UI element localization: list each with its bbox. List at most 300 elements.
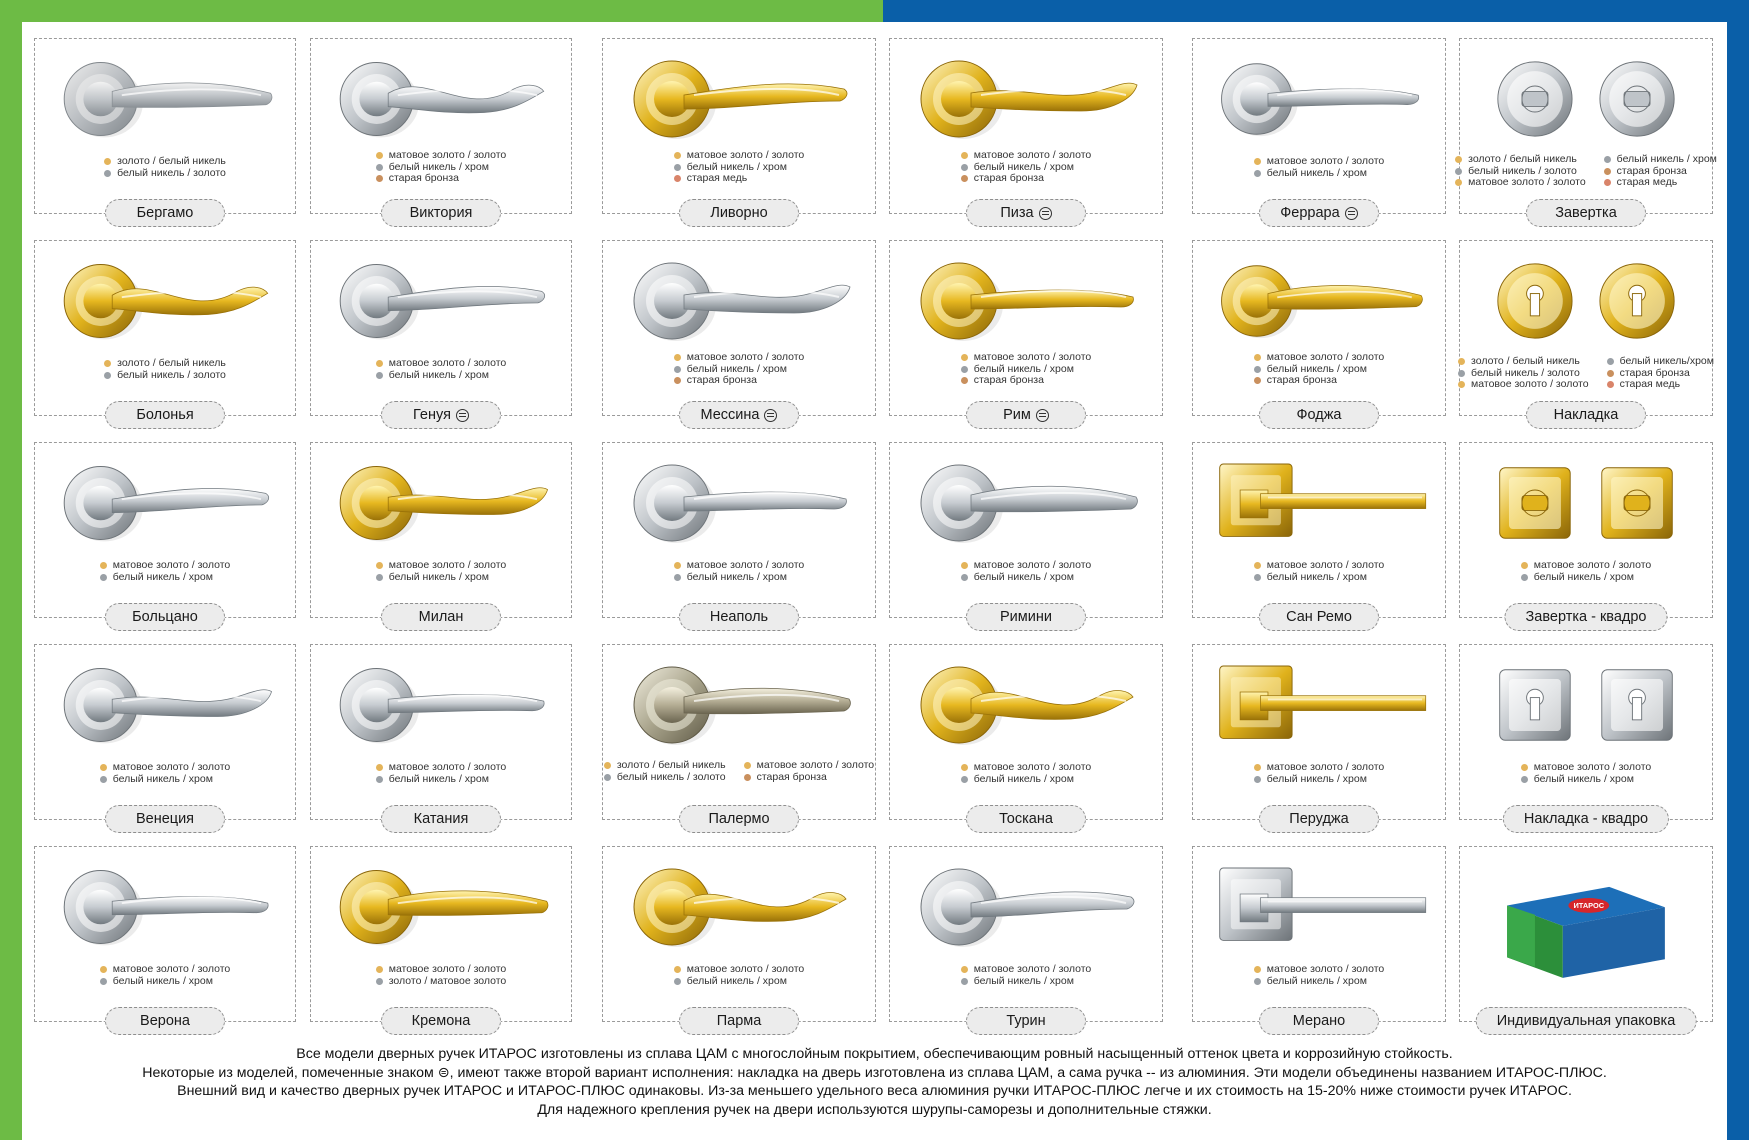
finish-label: белый никель / золото <box>117 166 226 179</box>
product-card <box>310 442 572 625</box>
product-image <box>900 857 1152 957</box>
finish-item <box>1254 352 1385 364</box>
finish-label: матовое золото / золото <box>686 351 805 363</box>
finish-label: золото / белый никель <box>117 155 226 167</box>
product-name: Мерано <box>1292 1013 1346 1029</box>
product-image <box>900 655 1152 755</box>
finish-item <box>961 173 1092 185</box>
product-image <box>45 655 285 755</box>
finish-label: матовое золото / золото <box>1471 378 1589 390</box>
product-card <box>602 240 876 423</box>
product-name-tag <box>1259 805 1379 833</box>
finish-label: белый никель / хром <box>1533 772 1634 785</box>
product-name: Рим <box>1003 407 1031 423</box>
product-image <box>1203 251 1435 351</box>
finish-swatch-icon <box>1458 358 1465 365</box>
finish-item <box>961 774 1092 786</box>
finish-swatch-icon <box>604 762 611 769</box>
finish-swatch-icon <box>1254 776 1261 783</box>
finish-list <box>311 560 571 583</box>
product-name: Перуджа <box>1289 811 1349 827</box>
finish-swatch-icon <box>961 377 968 384</box>
finish-label: матовое золото / золото <box>1266 761 1385 773</box>
finish-swatch-icon <box>674 354 681 361</box>
finish-item <box>376 976 507 988</box>
finish-item <box>1254 774 1385 786</box>
finish-swatch-icon <box>1455 168 1462 175</box>
product-name-tag <box>679 805 799 833</box>
product-name: Ливорно <box>710 205 768 221</box>
finish-list <box>1460 356 1712 391</box>
product-image <box>1203 453 1435 553</box>
finish-swatch-icon <box>376 164 383 171</box>
product-name: Накладка - квадро <box>1523 811 1649 827</box>
finish-label: белый никель / хром <box>973 570 1074 583</box>
product-card <box>889 644 1163 827</box>
product-name-tag <box>679 199 799 227</box>
finish-label: белый никель / хром <box>973 362 1074 375</box>
finish-item <box>376 150 507 162</box>
finish-swatch-icon <box>744 774 751 781</box>
finish-swatch-icon <box>376 152 383 159</box>
product-card <box>602 38 876 221</box>
finish-swatch-icon <box>1254 158 1261 165</box>
product-card <box>602 846 876 1029</box>
product-name-tag <box>1259 401 1379 429</box>
finish-label: матовое золото / золото <box>1266 559 1385 571</box>
finish-item <box>674 352 805 364</box>
finish-list <box>1193 964 1445 987</box>
finish-label: золото / белый никель <box>616 759 726 771</box>
finish-item <box>744 772 875 784</box>
finish-label: белый никель / хром <box>1266 772 1367 785</box>
finish-label: матовое золото / золото <box>1533 559 1652 571</box>
product-card <box>1192 38 1446 221</box>
finish-label: золото / матовое золото <box>388 974 507 987</box>
product-name: Индивидуальная упаковка <box>1496 1013 1676 1029</box>
product-image <box>1470 49 1702 149</box>
product-image <box>321 857 561 957</box>
finish-list <box>311 358 571 381</box>
product-image <box>321 49 561 149</box>
footer-line-1: Все модели дверных ручек ИТАРОС изготовлены из сплава ЦАМ с многослойным покрытием, обеспечивающим ровный насыщенный оттенок цвета и коррозийную стойкость. <box>296 1046 1453 1062</box>
product-card <box>889 240 1163 423</box>
product-image <box>1470 453 1702 553</box>
finish-swatch-icon <box>961 978 968 985</box>
finish-swatch-icon <box>376 966 383 973</box>
product-name: Милан <box>418 609 464 625</box>
finish-label: матовое золото / золото <box>973 149 1092 161</box>
product-card <box>602 442 876 625</box>
finish-list <box>35 156 295 179</box>
finish-label: белый никель / хром <box>112 772 213 785</box>
product-name: Завертка <box>1555 205 1617 221</box>
finish-swatch-icon <box>961 366 968 373</box>
finish-list <box>603 560 875 583</box>
finish-item <box>100 964 231 976</box>
product-name: Палермо <box>708 811 770 827</box>
finish-swatch-icon <box>1607 370 1614 377</box>
finish-swatch-icon <box>376 776 383 783</box>
product-card <box>1459 644 1713 827</box>
finish-swatch-icon <box>1455 179 1462 186</box>
product-image <box>45 251 285 351</box>
finish-item <box>100 976 231 988</box>
finish-swatch-icon <box>1521 562 1528 569</box>
box-logo-text: ИТАРОС <box>1573 901 1605 911</box>
finish-label: матовое золото / золото <box>388 963 507 975</box>
finish-label: матовое золото / золото <box>388 761 507 773</box>
finish-item <box>100 572 231 584</box>
finish-label: матовое золото / золото <box>388 357 507 369</box>
finish-item <box>674 572 805 584</box>
finish-item <box>674 375 805 387</box>
finish-item <box>1254 572 1385 584</box>
finish-swatch-icon <box>104 360 111 367</box>
finish-swatch-icon <box>100 776 107 783</box>
finish-swatch-icon <box>1254 562 1261 569</box>
finish-label: белый никель / хром <box>1266 570 1367 583</box>
finish-item <box>376 762 507 774</box>
finish-label: белый никель / хром <box>112 570 213 583</box>
finish-swatch-icon <box>1521 574 1528 581</box>
product-image <box>321 453 561 553</box>
product-image <box>613 453 865 553</box>
finish-swatch-icon <box>1254 966 1261 973</box>
finish-item <box>1254 375 1385 387</box>
product-image <box>1203 857 1435 957</box>
finish-list <box>1193 156 1445 179</box>
finish-swatch-icon <box>100 978 107 985</box>
finish-swatch-icon <box>961 152 968 159</box>
product-card <box>1459 846 1713 1029</box>
finish-swatch-icon <box>100 764 107 771</box>
finish-label: матовое золото / золото <box>1266 963 1385 975</box>
finish-label: матовое золото / золото <box>686 963 805 975</box>
finish-list <box>1460 762 1712 785</box>
finish-label: белый никель / хром <box>686 160 787 173</box>
finish-item <box>376 774 507 786</box>
finish-item <box>1521 572 1652 584</box>
finish-swatch-icon <box>961 574 968 581</box>
footer-line-3: Внешний вид и качество дверных ручек ИТАРОС и ИТАРОС-ПЛЮС одинаковы. Из-за меньшего удельного веса алюминия ручки ИТАРОС-ПЛЮС легче и их стоимость на 15-20% ниже стоимости ручек ИТАРОС. <box>177 1083 1572 1099</box>
finish-swatch-icon <box>376 175 383 182</box>
product-name-tag <box>1259 603 1379 631</box>
finish-label: матовое золото / золото <box>1266 155 1385 167</box>
product-name: Пиза <box>1000 205 1034 221</box>
footer-line-4: Для надежного крепления ручек на двери используются шурупы-саморезы и дополнительные стяжки. <box>537 1101 1212 1118</box>
finish-swatch-icon <box>104 372 111 379</box>
finish-item <box>376 560 507 572</box>
itaros-plus-mark-icon <box>764 409 777 422</box>
product-name-tag <box>105 1007 225 1035</box>
finish-list <box>1460 153 1717 189</box>
finish-item <box>376 358 507 370</box>
finish-list <box>1193 352 1445 387</box>
product-name: Турин <box>1006 1013 1046 1029</box>
product-name-tag <box>381 401 501 429</box>
finish-list <box>1193 560 1445 583</box>
product-image <box>1470 251 1702 351</box>
product-card <box>34 846 296 1029</box>
finish-item <box>104 168 226 180</box>
finish-item <box>961 352 1092 364</box>
finish-item <box>104 156 226 168</box>
finish-item <box>1254 762 1385 774</box>
finish-swatch-icon <box>674 574 681 581</box>
product-name: Фоджа <box>1296 407 1342 423</box>
finish-label: белый никель / хром <box>973 160 1074 173</box>
product-image <box>900 453 1152 553</box>
finish-swatch-icon <box>1254 354 1261 361</box>
finish-label: белый никель / хром <box>686 570 787 583</box>
finish-label: белый никель / золото <box>616 770 726 783</box>
finish-item <box>100 560 231 572</box>
finish-swatch-icon <box>674 152 681 159</box>
product-image <box>45 49 285 149</box>
finish-label: матовое золото / золото <box>388 149 507 161</box>
finish-item <box>376 572 507 584</box>
product-name: Виктория <box>409 205 473 221</box>
product-name-tag <box>966 1007 1086 1035</box>
finish-label: матовое золото / золото <box>973 963 1092 975</box>
product-image <box>1470 655 1702 755</box>
product-name-tag <box>679 1007 799 1035</box>
product-card <box>1192 442 1446 625</box>
product-name: Больцано <box>132 609 198 625</box>
finish-swatch-icon <box>104 170 111 177</box>
product-card <box>34 644 296 827</box>
product-name: Накладка <box>1553 407 1619 423</box>
product-name-tag <box>105 603 225 631</box>
finish-swatch-icon <box>376 978 383 985</box>
finish-list <box>311 964 571 987</box>
product-card <box>310 846 572 1029</box>
finish-item <box>1254 976 1385 988</box>
product-card <box>889 442 1163 625</box>
finish-item <box>961 572 1092 584</box>
finish-label: старая бронза <box>1619 366 1690 379</box>
finish-item <box>376 964 507 976</box>
finish-label: старая бронза <box>1616 164 1687 177</box>
product-name: Мессина <box>700 407 760 423</box>
finish-label: матовое золото / золото <box>756 759 875 771</box>
product-image <box>45 453 285 553</box>
finish-label: старая бронза <box>973 172 1044 184</box>
finish-list <box>603 760 875 783</box>
finish-item <box>1458 356 1589 368</box>
finish-item <box>744 760 875 772</box>
product-name-tag <box>381 805 501 833</box>
finish-label: белый никель / золото <box>1471 366 1580 379</box>
finish-label: матовое золото / золото <box>112 963 231 975</box>
product-image <box>321 655 561 755</box>
product-name-tag <box>1503 805 1669 833</box>
finish-item <box>674 150 805 162</box>
finish-item <box>674 964 805 976</box>
finish-label: белый никель / хром <box>686 974 787 987</box>
finish-swatch-icon <box>674 366 681 373</box>
finish-label: золото / белый никель <box>1468 153 1577 165</box>
finish-swatch-icon <box>1607 381 1614 388</box>
product-name-tag <box>966 199 1086 227</box>
finish-list <box>603 352 875 387</box>
product-name-tag <box>1259 1007 1379 1035</box>
finish-swatch-icon <box>961 966 968 973</box>
finish-label: белый никель / хром <box>388 368 489 381</box>
product-card <box>1459 240 1714 423</box>
product-card <box>1192 240 1446 423</box>
finish-swatch-icon <box>376 562 383 569</box>
product-card <box>310 240 572 423</box>
finish-swatch-icon <box>1458 370 1465 377</box>
product-image <box>45 857 285 957</box>
product-name-tag <box>105 199 225 227</box>
finish-swatch-icon <box>961 764 968 771</box>
finish-label: старая бронза <box>388 172 459 184</box>
finish-label: матовое золото / золото <box>973 559 1092 571</box>
finish-item <box>674 976 805 988</box>
finish-item <box>1254 964 1385 976</box>
product-image <box>613 857 865 957</box>
product-image <box>1470 849 1702 999</box>
finish-item <box>1607 379 1714 391</box>
finish-swatch-icon <box>376 764 383 771</box>
itaros-plus-mark-icon <box>1036 409 1049 422</box>
finish-item <box>1521 762 1652 774</box>
finish-list <box>35 762 295 785</box>
finish-label: старая бронза <box>686 374 757 386</box>
product-name: Генуя <box>413 407 451 423</box>
finish-item <box>100 762 231 774</box>
product-name: Кремона <box>411 1013 471 1029</box>
finish-item <box>1254 156 1385 168</box>
finish-list <box>35 358 295 381</box>
finish-list <box>890 352 1162 387</box>
finish-swatch-icon <box>744 762 751 769</box>
finish-swatch-icon <box>674 562 681 569</box>
product-name-tag <box>105 805 225 833</box>
finish-swatch-icon <box>674 978 681 985</box>
product-name: Катания <box>413 811 469 827</box>
finish-swatch-icon <box>376 574 383 581</box>
finish-label: белый никель / хром <box>1266 166 1367 179</box>
finish-label: белый никель / хром <box>1533 570 1634 583</box>
finish-label: золото / белый никель <box>1471 355 1580 367</box>
finish-list <box>890 762 1162 785</box>
product-name-tag <box>1505 603 1668 631</box>
footer-line-2: Некоторые из моделей, помеченные знаком ⊜, имеют также второй вариант исполнения: накладка на дверь изготовлена из сплава ЦАМ, а сама ручка -- из алюминия. Эти модели объединены названием ИТАРОС-ПЛЮС. <box>142 1064 1607 1081</box>
finish-list <box>890 964 1162 987</box>
product-card <box>602 644 876 827</box>
finish-item <box>1607 356 1714 368</box>
finish-swatch-icon <box>674 164 681 171</box>
finish-swatch-icon <box>1604 156 1611 163</box>
finish-label: матовое золото / золото <box>973 761 1092 773</box>
finish-label: белый никель / хром <box>686 362 787 375</box>
finish-swatch-icon <box>1254 366 1261 373</box>
finish-list <box>890 560 1162 583</box>
product-image <box>613 655 865 755</box>
finish-label: матовое золото / золото <box>112 559 231 571</box>
finish-swatch-icon <box>1254 377 1261 384</box>
product-name-tag <box>105 401 225 429</box>
finish-list <box>603 964 875 987</box>
finish-swatch-icon <box>961 175 968 182</box>
finish-item <box>1521 560 1652 572</box>
finish-item <box>1254 168 1385 180</box>
finish-item <box>961 964 1092 976</box>
finish-swatch-icon <box>1254 764 1261 771</box>
finish-label: старая бронза <box>756 770 827 783</box>
finish-label: белый никель / золото <box>117 368 226 381</box>
product-name-tag <box>1476 1007 1697 1035</box>
itaros-plus-mark-icon <box>1039 207 1052 220</box>
finish-swatch-icon <box>1604 168 1611 175</box>
finish-label: белый никель / хром <box>388 160 489 173</box>
finish-label: матовое золото / золото <box>112 761 231 773</box>
product-card <box>34 442 296 625</box>
product-card <box>1192 644 1446 827</box>
finish-list <box>311 762 571 785</box>
product-name-tag <box>381 603 501 631</box>
finish-item <box>1254 560 1385 572</box>
finish-swatch-icon <box>1254 170 1261 177</box>
finish-label: старая медь <box>1616 176 1678 188</box>
finish-item <box>961 150 1092 162</box>
finish-label: матовое золото / золото <box>686 149 805 161</box>
finish-label: золото / белый никель <box>117 357 226 369</box>
product-card <box>1459 442 1713 625</box>
finish-label: матовое золото / золото <box>1533 761 1652 773</box>
finish-item <box>1521 774 1652 786</box>
product-image <box>900 49 1152 149</box>
finish-swatch-icon <box>1521 764 1528 771</box>
product-name-tag <box>1526 401 1646 429</box>
product-card <box>889 846 1163 1029</box>
finish-swatch-icon <box>1254 574 1261 581</box>
finish-swatch-icon <box>1521 776 1528 783</box>
product-name-tag <box>1259 199 1379 227</box>
finish-item <box>1604 177 1717 189</box>
product-name-tag <box>966 805 1086 833</box>
product-name-tag <box>1526 199 1646 227</box>
finish-list <box>35 560 295 583</box>
finish-swatch-icon <box>674 966 681 973</box>
product-name: Завертка - квадро <box>1525 609 1647 625</box>
product-image <box>613 49 865 149</box>
footer-notes <box>22 1045 1727 1119</box>
product-card <box>889 38 1163 221</box>
finish-label: старая бронза <box>1266 374 1337 386</box>
product-card <box>1192 846 1446 1029</box>
product-card <box>310 644 572 827</box>
product-name: Римини <box>1000 609 1052 625</box>
product-image <box>321 251 561 351</box>
finish-label: белый никель/хром <box>1619 355 1714 367</box>
finish-label: матовое золото / золото <box>973 351 1092 363</box>
finish-swatch-icon <box>961 354 968 361</box>
product-name: Сан Ремо <box>1286 609 1352 625</box>
finish-item <box>1455 177 1586 189</box>
finish-swatch-icon <box>376 360 383 367</box>
product-name: Бергамо <box>136 205 194 221</box>
itaros-plus-mark-icon <box>456 409 469 422</box>
finish-label: белый никель / хром <box>1266 362 1367 375</box>
finish-item <box>674 173 805 185</box>
finish-swatch-icon <box>674 377 681 384</box>
finish-item <box>104 370 226 382</box>
